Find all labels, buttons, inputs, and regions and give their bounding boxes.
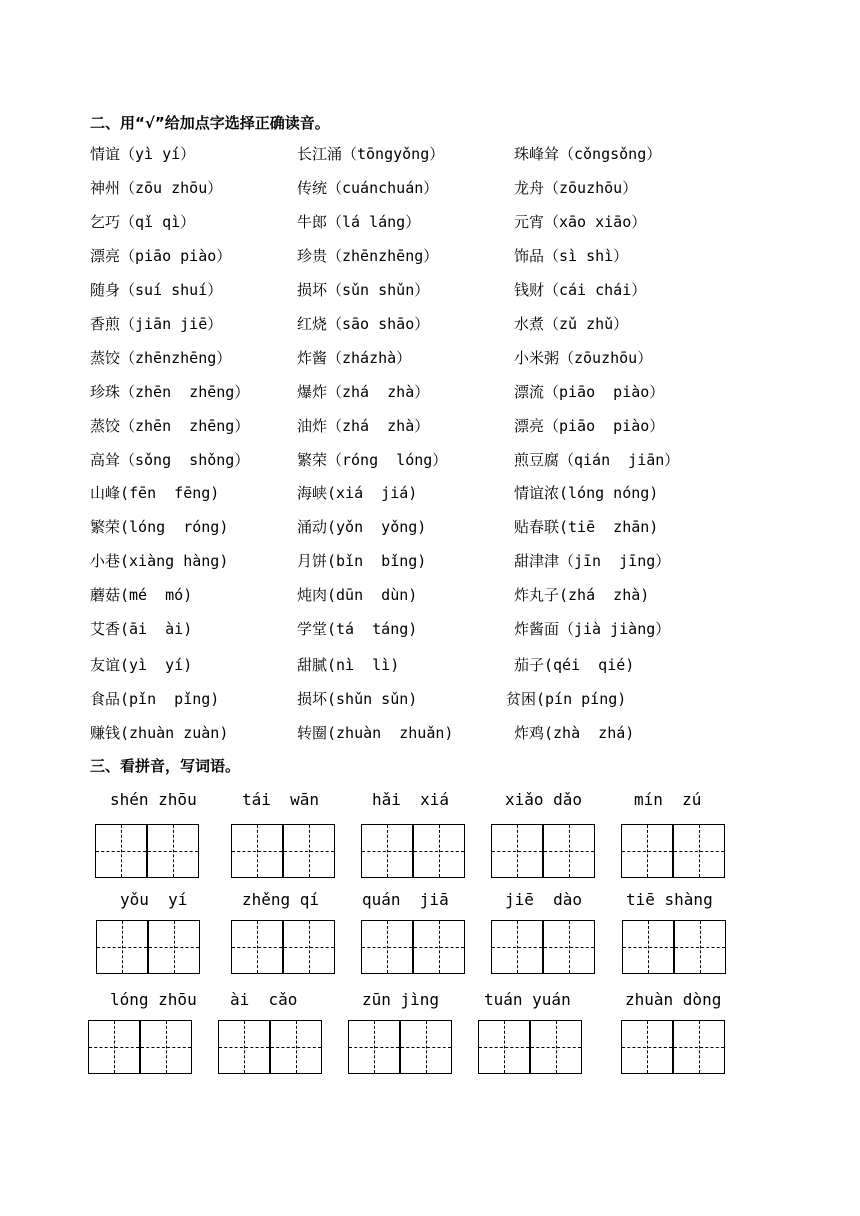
pronunciation-item: 贴春联(tiē zhān) — [514, 518, 659, 536]
pronunciation-row — [0, 313, 860, 343]
pinyin-prompt: quán jiā — [362, 890, 449, 909]
writing-box[interactable] — [543, 824, 595, 878]
writing-box[interactable] — [147, 824, 199, 878]
pronunciation-item: 炸鸡(zhà zhá) — [514, 724, 635, 742]
pronunciation-row — [0, 654, 860, 684]
pronunciation-item: 小米粥（zōuzhōu） — [514, 349, 653, 367]
pronunciation-item: 损坏(shǔn sǔn) — [297, 690, 418, 708]
pinyin-prompt: shén zhōu — [110, 790, 197, 809]
pronunciation-row — [0, 279, 860, 309]
writing-box[interactable] — [283, 824, 335, 878]
pronunciation-item: 炸酱（zházhà） — [297, 349, 412, 367]
pronunciation-item: 学堂(tá táng) — [297, 620, 418, 638]
writing-box[interactable] — [88, 1020, 140, 1074]
pronunciation-item: 小巷(xiàng hàng) — [90, 552, 229, 570]
pronunciation-item: 甜腻(nì lì) — [297, 656, 400, 674]
pronunciation-item: 蘑菇(mé mó) — [90, 586, 193, 604]
writing-box[interactable] — [543, 920, 595, 974]
pronunciation-row — [0, 381, 860, 411]
pronunciation-row — [0, 415, 860, 445]
pronunciation-item: 漂亮（piāo piào） — [514, 417, 665, 435]
writing-box[interactable] — [491, 824, 543, 878]
section-2-title: 二、用“√”给加点字选择正确读音。 — [90, 114, 330, 132]
pronunciation-item: 珍珠（zhēn zhēng） — [90, 383, 250, 401]
writing-box[interactable] — [621, 1020, 673, 1074]
pronunciation-row — [0, 516, 860, 546]
writing-box[interactable] — [361, 920, 413, 974]
pronunciation-row — [0, 618, 860, 648]
pinyin-prompt: tiē shàng — [626, 890, 713, 909]
pronunciation-item: 月饼(bǐn bǐng) — [297, 552, 427, 570]
pinyin-prompt: jiē dào — [505, 890, 583, 909]
pronunciation-item: 牛郎（lá láng） — [297, 213, 421, 231]
pronunciation-row — [0, 482, 860, 512]
pronunciation-item: 炸丸子(zhá zhà) — [514, 586, 650, 604]
pronunciation-row — [0, 245, 860, 275]
writing-box[interactable] — [400, 1020, 452, 1074]
pinyin-prompt: tuán yuán — [484, 990, 571, 1009]
writing-box[interactable] — [218, 1020, 270, 1074]
writing-box[interactable] — [361, 824, 413, 878]
pronunciation-item: 乞巧（qǐ qì） — [90, 213, 196, 231]
pinyin-prompt: xiǎo dǎo — [505, 790, 583, 809]
pronunciation-row — [0, 550, 860, 580]
writing-box[interactable] — [478, 1020, 530, 1074]
writing-box[interactable] — [96, 920, 148, 974]
pronunciation-item: 艾香(āi ài) — [90, 620, 193, 638]
pronunciation-item: 情谊（yì yí） — [90, 145, 196, 163]
section-3-title: 三、看拼音，写词语。 — [90, 757, 241, 775]
pronunciation-item: 蒸饺（zhēn zhēng） — [90, 417, 250, 435]
pronunciation-row — [0, 347, 860, 377]
pronunciation-item: 珠峰耸（cǒngsǒng） — [514, 145, 662, 163]
writing-box[interactable] — [673, 824, 725, 878]
writing-box[interactable] — [413, 920, 465, 974]
writing-box[interactable] — [231, 824, 283, 878]
writing-box[interactable] — [140, 1020, 192, 1074]
pronunciation-item: 钱财（cái chái） — [514, 281, 647, 299]
writing-box[interactable] — [622, 920, 674, 974]
pronunciation-item: 随身（suí shuí） — [90, 281, 223, 299]
writing-box[interactable] — [621, 824, 673, 878]
pronunciation-item: 高耸（sǒng shǒng） — [90, 451, 250, 469]
pronunciation-item: 油炸（zhá zhà） — [297, 417, 430, 435]
pronunciation-item: 海峡(xiá jiá) — [297, 484, 418, 502]
writing-box[interactable] — [348, 1020, 400, 1074]
pronunciation-item: 涌动(yǒn yǒng) — [297, 518, 427, 536]
writing-box[interactable] — [270, 1020, 322, 1074]
pinyin-prompt: hǎi xiá — [372, 790, 450, 809]
pronunciation-item: 友谊(yì yí) — [90, 656, 193, 674]
pronunciation-item: 漂亮（piāo piào） — [90, 247, 232, 265]
pinyin-prompt: mín zú — [634, 790, 702, 809]
pronunciation-item: 饰品（sì shì） — [514, 247, 629, 265]
pronunciation-row — [0, 177, 860, 207]
pronunciation-item: 龙舟（zōuzhōu） — [514, 179, 638, 197]
writing-box[interactable] — [95, 824, 147, 878]
pronunciation-item: 珍贵（zhēnzhēng） — [297, 247, 439, 265]
pronunciation-item: 水煮（zǔ zhǔ） — [514, 315, 629, 333]
writing-box[interactable] — [231, 920, 283, 974]
pronunciation-item: 炸酱面（jià jiàng） — [514, 620, 671, 638]
pronunciation-item: 香煎（jiān jiē） — [90, 315, 223, 333]
pinyin-prompt: yǒu yí — [120, 890, 188, 909]
pronunciation-row — [0, 211, 860, 241]
pronunciation-row — [0, 688, 860, 718]
pronunciation-item: 元宵（xāo xiāo） — [514, 213, 647, 231]
pronunciation-item: 山峰(fēn fēng) — [90, 484, 220, 502]
writing-box[interactable] — [673, 1020, 725, 1074]
writing-box[interactable] — [413, 824, 465, 878]
pronunciation-item: 蒸饺（zhēnzhēng） — [90, 349, 232, 367]
pinyin-prompt: lóng zhōu — [110, 990, 197, 1009]
writing-box[interactable] — [530, 1020, 582, 1074]
pronunciation-item: 甜津津（jīn jīng） — [514, 552, 671, 570]
pronunciation-item: 繁荣(lóng róng) — [90, 518, 229, 536]
pronunciation-item: 情谊浓(lóng nóng) — [514, 484, 659, 502]
pronunciation-item: 赚钱(zhuàn zuàn) — [90, 724, 229, 742]
pinyin-prompt: zhěng qí — [242, 890, 320, 909]
pronunciation-item: 贫困(pín píng) — [506, 690, 627, 708]
pronunciation-item: 长江涌（tōngyǒng） — [297, 145, 445, 163]
pronunciation-row — [0, 143, 860, 173]
pronunciation-item: 食品(pǐn pǐng) — [90, 690, 220, 708]
pronunciation-item: 神州（zōu zhōu） — [90, 179, 223, 197]
writing-box[interactable] — [674, 920, 726, 974]
pronunciation-row — [0, 449, 860, 479]
pronunciation-item: 煎豆腐（qián jiān） — [514, 451, 680, 469]
writing-box[interactable] — [491, 920, 543, 974]
pronunciation-item: 繁荣（róng lóng） — [297, 451, 448, 469]
pronunciation-item: 爆炸（zhá zhà） — [297, 383, 430, 401]
writing-box[interactable] — [283, 920, 335, 974]
pronunciation-item: 转圈(zhuàn zhuǎn) — [297, 724, 454, 742]
pinyin-prompt: zhuàn dòng — [625, 990, 722, 1009]
pronunciation-row — [0, 584, 860, 614]
pinyin-prompt: tái wān — [242, 790, 320, 809]
pinyin-prompt: zūn jìng — [362, 990, 440, 1009]
writing-box[interactable] — [148, 920, 200, 974]
pronunciation-row — [0, 722, 860, 752]
pronunciation-item: 红烧（sāo shāo） — [297, 315, 430, 333]
pronunciation-item: 炖肉(dūn dùn) — [297, 586, 418, 604]
pronunciation-item: 传统（cuánchuán） — [297, 179, 439, 197]
pronunciation-item: 损坏（sǔn shǔn） — [297, 281, 430, 299]
pinyin-prompt: ài cǎo — [230, 990, 298, 1009]
pronunciation-item: 漂流（piāo piào） — [514, 383, 665, 401]
pronunciation-item: 茄子(qéi qié) — [514, 656, 635, 674]
